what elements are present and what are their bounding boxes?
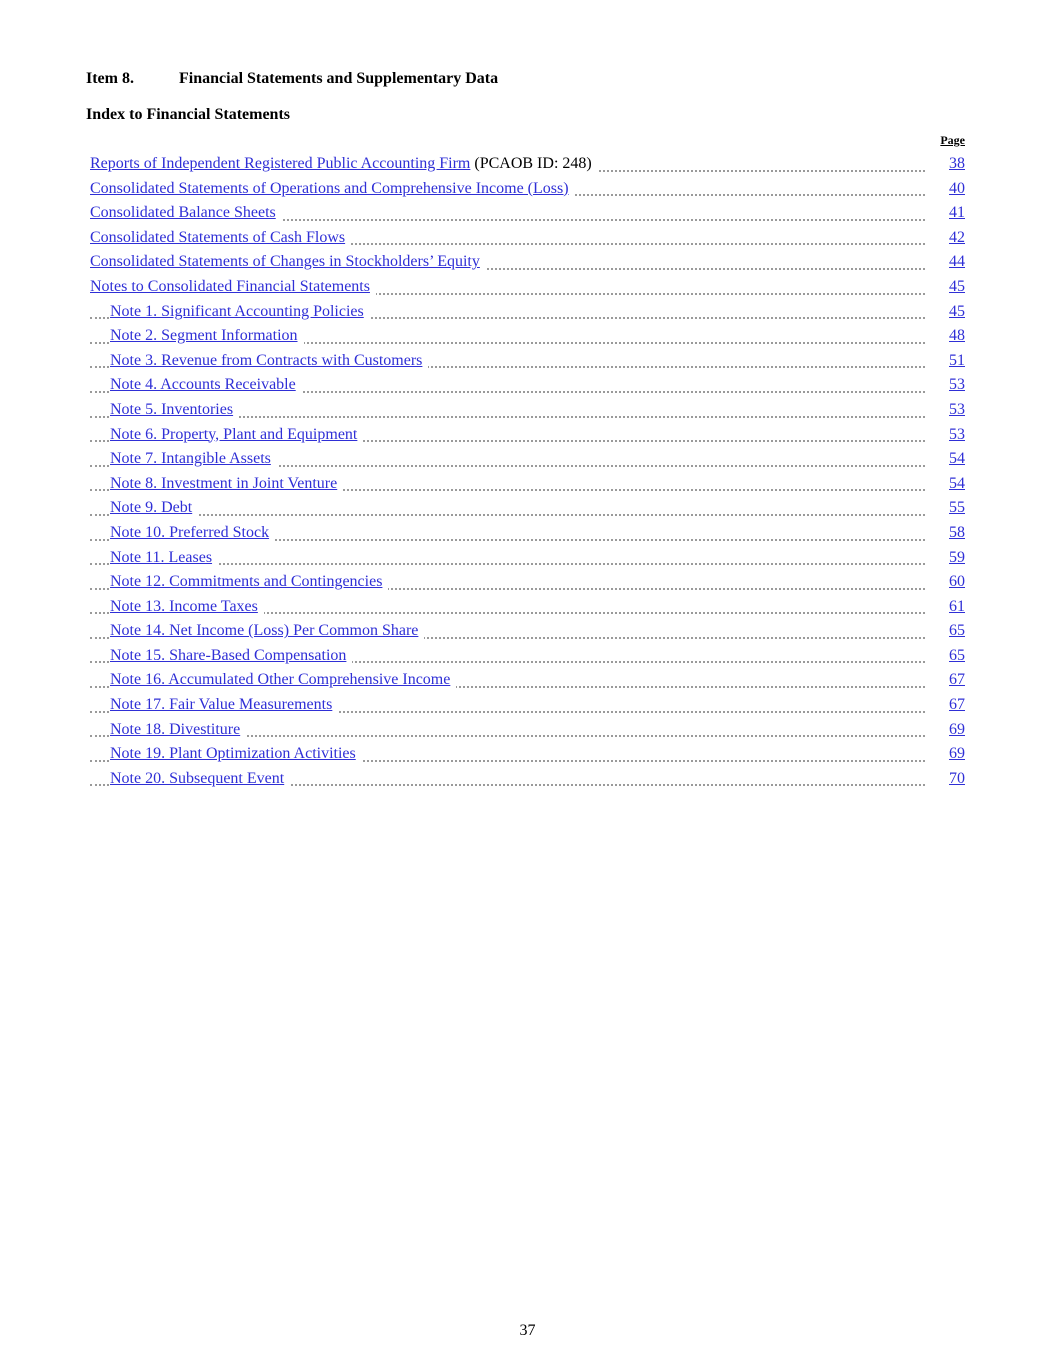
toc-page-number	[941, 595, 965, 620]
toc-page-number	[941, 423, 965, 448]
toc-entry	[90, 496, 965, 521]
toc-link[interactable]: Note 14. Net Income (Loss) Per Common Share	[110, 622, 419, 640]
toc-link[interactable]: Note 8. Investment in Joint Venture	[110, 474, 338, 492]
toc-entry-label	[110, 524, 275, 541]
toc-page-number	[941, 324, 965, 349]
toc-entry-label	[110, 376, 302, 393]
leader-dots	[90, 514, 925, 516]
toc-entry	[90, 201, 965, 226]
toc-page-link[interactable]: 45	[949, 302, 965, 320]
toc-page-link[interactable]: 53	[949, 400, 965, 418]
index-title: Index to Financial Statements	[86, 106, 290, 123]
toc-entry-label	[110, 622, 424, 639]
toc-entry-label	[90, 204, 282, 221]
toc-entry-label	[90, 278, 376, 295]
toc-entry	[90, 546, 965, 571]
toc-page-link[interactable]: 41	[949, 204, 965, 222]
toc-entry-label	[110, 671, 456, 688]
toc-page-link[interactable]: 69	[949, 745, 965, 763]
toc-link[interactable]: Note 16. Accumulated Other Comprehensive Income	[110, 671, 451, 689]
toc-entry-label	[90, 180, 575, 197]
toc-page-link[interactable]: 69	[949, 720, 965, 738]
toc-link[interactable]: Reports of Independent Registered Public Accounting Firm	[90, 155, 471, 172]
toc-entry-label	[110, 499, 198, 516]
toc-entry-label	[110, 303, 370, 320]
toc-entry-label	[110, 352, 428, 369]
toc-entry	[90, 324, 965, 349]
toc-link[interactable]: Consolidated Statements of Operations and Comprehensive Income (Loss)	[90, 179, 569, 197]
toc-entry	[90, 472, 965, 497]
toc-link[interactable]: Note 13. Income Taxes	[110, 597, 258, 615]
toc-page-link[interactable]: 67	[949, 696, 965, 714]
toc-entry-label	[110, 721, 246, 738]
toc-entry-suffix: (PCAOB ID: 248)	[470, 155, 592, 172]
toc-entry	[90, 177, 965, 202]
toc-entry-label	[110, 426, 363, 443]
toc-link[interactable]: Consolidated Balance Sheets	[90, 204, 276, 222]
toc-entry-label	[90, 155, 598, 172]
toc-entry-label	[110, 598, 264, 615]
toc-page-link[interactable]: 55	[949, 499, 965, 517]
toc-page-number	[941, 570, 965, 595]
toc-link[interactable]: Note 10. Preferred Stock	[110, 523, 270, 541]
toc-entry	[90, 718, 965, 743]
toc-link[interactable]: Note 6. Property, Plant and Equipment	[110, 425, 358, 443]
toc-page-number	[941, 201, 965, 226]
toc-entry-label	[110, 450, 277, 467]
toc-entry	[90, 570, 965, 595]
toc-page-link[interactable]: 61	[949, 597, 965, 615]
toc-entry-label	[110, 573, 388, 590]
toc-page-link[interactable]: 42	[949, 228, 965, 246]
toc-entry	[90, 644, 965, 669]
toc-link[interactable]: Consolidated Statements of Changes in Stockholders’ Equity	[90, 253, 480, 271]
page-column-label: Page	[940, 133, 965, 147]
toc-page-number	[941, 619, 965, 644]
toc-entry	[90, 693, 965, 718]
page-number: 37	[519, 1322, 536, 1339]
toc-page-number	[941, 496, 965, 521]
toc-entry	[90, 275, 965, 300]
toc-page-link[interactable]: 53	[949, 376, 965, 394]
toc-link[interactable]: Note 20. Subsequent Event	[110, 769, 285, 787]
toc-entry	[90, 373, 965, 398]
toc-page-number	[941, 668, 965, 693]
toc-link[interactable]: Note 2. Segment Information	[110, 327, 298, 345]
toc-page-link[interactable]: 44	[949, 253, 965, 271]
toc-page-number	[941, 447, 965, 472]
toc-entry	[90, 619, 965, 644]
toc-page-number	[941, 177, 965, 202]
toc-page-number	[941, 275, 965, 300]
toc-entry-label	[110, 770, 290, 787]
toc-page-number	[941, 152, 965, 177]
table-of-contents	[90, 152, 965, 791]
item-number: Item 8.	[86, 70, 134, 87]
toc-link[interactable]: Notes to Consolidated Financial Statements	[90, 277, 370, 295]
toc-link[interactable]: Note 18. Divestiture	[110, 720, 241, 738]
toc-entry-label	[110, 327, 304, 344]
toc-page-number	[941, 349, 965, 374]
toc-page-number	[941, 472, 965, 497]
toc-entry-label	[110, 745, 362, 762]
toc-page-number	[941, 398, 965, 423]
toc-entry-label	[90, 229, 351, 246]
toc-entry-label	[110, 401, 239, 418]
toc-link[interactable]: Note 5. Inventories	[110, 400, 234, 418]
toc-page-link[interactable]: 59	[949, 548, 965, 566]
toc-entry	[90, 668, 965, 693]
toc-page-number	[941, 767, 965, 792]
toc-entry-label	[90, 253, 486, 270]
toc-page-link[interactable]: 51	[949, 351, 965, 369]
toc-entry	[90, 521, 965, 546]
toc-entry	[90, 595, 965, 620]
toc-page-number	[941, 644, 965, 669]
toc-entry-label	[110, 696, 338, 713]
toc-entry	[90, 423, 965, 448]
toc-link[interactable]: Note 19. Plant Optimization Activities	[110, 745, 356, 763]
item-heading	[86, 70, 498, 88]
toc-page-link[interactable]: 70	[949, 769, 965, 787]
toc-page-number	[941, 226, 965, 251]
toc-entry-label	[110, 549, 218, 566]
toc-entry-label	[110, 475, 343, 492]
toc-page-link[interactable]: 48	[949, 327, 965, 345]
toc-entry	[90, 226, 965, 251]
toc-link[interactable]: Note 17. Fair Value Measurements	[110, 696, 333, 714]
toc-entry	[90, 349, 965, 374]
toc-page-link[interactable]: 60	[949, 573, 965, 591]
toc-link[interactable]: Note 4. Accounts Receivable	[110, 376, 296, 394]
toc-page-link[interactable]: 54	[949, 450, 965, 468]
item-title: Financial Statements and Supplementary Data	[179, 70, 499, 87]
toc-page-number	[941, 373, 965, 398]
toc-page-number	[941, 521, 965, 546]
toc-page-link[interactable]: 53	[949, 425, 965, 443]
toc-page-link[interactable]: 38	[949, 155, 965, 172]
toc-page-number	[941, 718, 965, 743]
toc-page-number	[941, 250, 965, 275]
toc-page-link[interactable]: 67	[949, 671, 965, 689]
toc-link[interactable]: Note 9. Debt	[110, 499, 193, 517]
toc-entry	[90, 742, 965, 767]
toc-page-link[interactable]: 40	[949, 179, 965, 197]
toc-page-link[interactable]: 65	[949, 622, 965, 640]
toc-page-number	[941, 300, 965, 325]
toc-entry	[90, 767, 965, 792]
toc-entry	[90, 300, 965, 325]
toc-link[interactable]: Consolidated Statements of Cash Flows	[90, 228, 346, 246]
toc-page-number	[941, 546, 965, 571]
toc-link[interactable]: Note 7. Intangible Assets	[110, 450, 271, 468]
toc-entry-label	[110, 647, 352, 664]
toc-page-link[interactable]: 45	[949, 277, 965, 295]
toc-entry	[90, 152, 965, 177]
toc-entry	[90, 447, 965, 472]
toc-entry	[90, 398, 965, 423]
toc-page-number	[941, 693, 965, 718]
toc-link[interactable]: Note 11. Leases	[110, 548, 213, 566]
toc-link[interactable]: Note 12. Commitments and Contingencies	[110, 573, 383, 591]
toc-entry	[90, 250, 965, 275]
toc-page-link[interactable]: 58	[949, 523, 965, 541]
toc-link[interactable]: Note 15. Share-Based Compensation	[110, 646, 347, 664]
toc-page-number	[941, 742, 965, 767]
toc-page-link[interactable]: 54	[949, 474, 965, 492]
toc-link[interactable]: Note 1. Significant Accounting Policies	[110, 302, 364, 320]
toc-page-link[interactable]: 65	[949, 646, 965, 664]
toc-link[interactable]: Note 3. Revenue from Contracts with Customers	[110, 351, 423, 369]
